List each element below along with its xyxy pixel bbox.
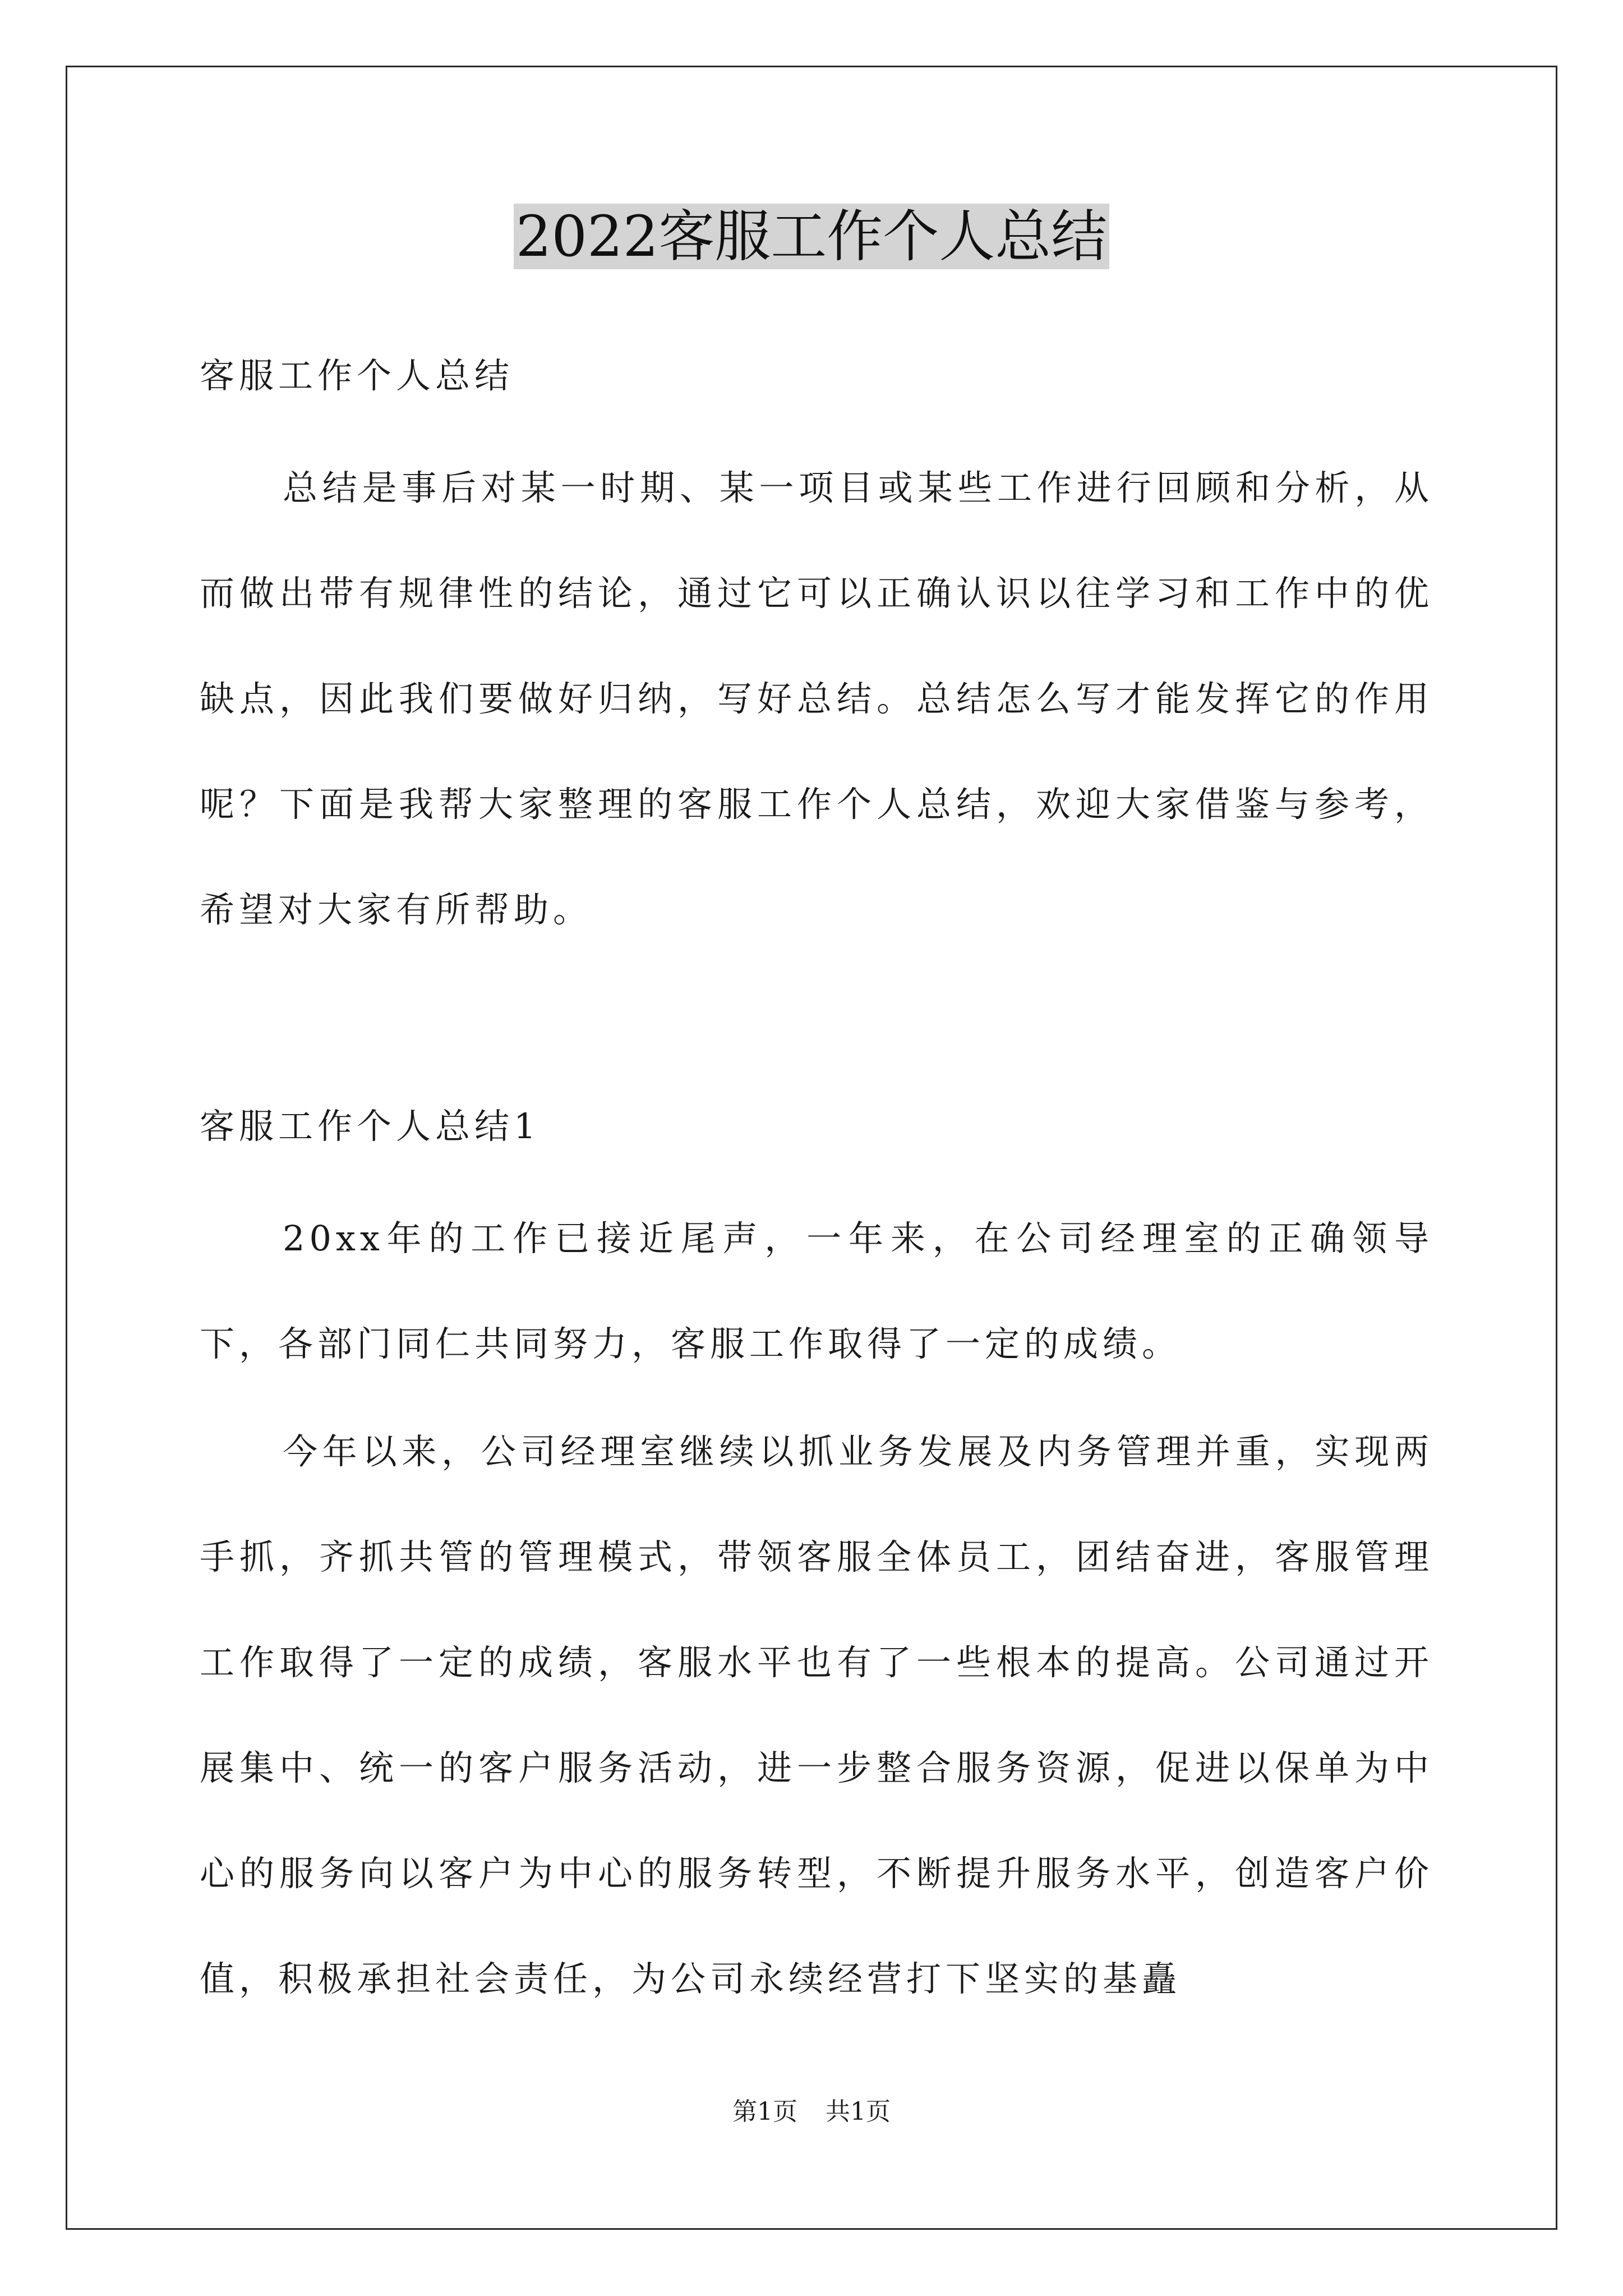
page-number: 第1页	[732, 2097, 797, 2126]
document-title-text: 2022客服工作个人总结	[514, 204, 1110, 269]
page-footer	[0, 2095, 1623, 2129]
document-title	[0, 197, 1623, 276]
intro-paragraph: 总结是事后对某一时期、某一项目或某些工作进行回顾和分析，从而做出带有规律性的结论，通过它可以正确认识以往学习和工作中的优缺点，因此我们要做好归纳，写好总结。总结怎么写才能发挥它的作用呢？下面是我帮大家整理的客服工作个人总结，欢迎大家借鉴与参考，希望对大家有所帮助。	[200, 467, 1433, 930]
section-heading-intro: 客服工作个人总结	[200, 355, 514, 396]
body-paragraph-2: 今年以来，公司经理室继续以抓业务发展及内务管理并重，实现两手抓，齐抓共管的管理模式，带领客服全体员工，团结奋进，客服管理工作取得了一定的成绩，客服水平也有了一些根本的提高。公司通过开展集中、统一的客户服务活动，进一步整合服务资源，促进以保单为中心的服务向以客户为中心的服务转型，不断提升服务水平，创造客户价值，积极承担社会责任，为公司永续经营打下坚实的基矗	[200, 1431, 1433, 1999]
section-heading-1: 客服工作个人总结1	[200, 1106, 541, 1147]
page-total: 共1页	[826, 2097, 891, 2126]
body-paragraph-1: 20xx年的工作已接近尾声，一年来，在公司经理室的正确领导下，各部门同仁共同努力，客服工作取得了一定的成绩。	[200, 1218, 1433, 1364]
